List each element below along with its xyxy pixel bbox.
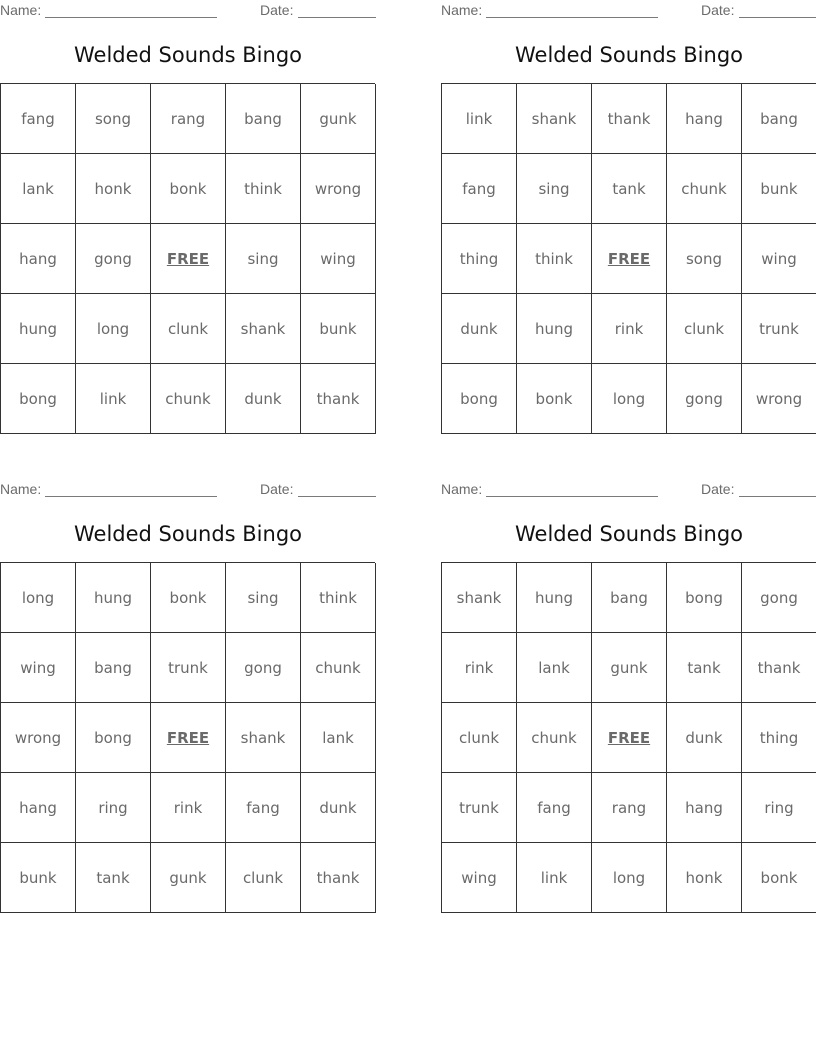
bingo-cell: gong: [667, 364, 742, 434]
free-space-cell: FREE: [151, 703, 226, 773]
card-header: [441, 2, 816, 20]
free-space-cell: FREE: [151, 224, 226, 294]
bingo-cell: trunk: [742, 294, 816, 364]
bingo-cell: bong: [1, 364, 76, 434]
bingo-cell: hang: [667, 773, 742, 843]
date-blank-line: [298, 496, 376, 497]
bingo-cell: clunk: [151, 294, 226, 364]
name-label: Name:: [0, 2, 42, 18]
bingo-cell: dunk: [442, 294, 517, 364]
card-title: Welded Sounds Bingo: [514, 522, 744, 546]
bingo-cell: fang: [442, 154, 517, 224]
bingo-cell: chunk: [517, 703, 592, 773]
bingo-cell: tank: [667, 633, 742, 703]
bingo-cell: chunk: [151, 364, 226, 434]
name-blank-line: [45, 496, 217, 497]
bingo-cell: bonk: [742, 843, 816, 913]
bingo-cell: long: [592, 843, 667, 913]
bingo-cell: long: [1, 563, 76, 633]
bingo-cell: wing: [301, 224, 376, 294]
bingo-cell: tank: [76, 843, 151, 913]
bingo-cell: wing: [742, 224, 816, 294]
card-header: [0, 481, 376, 499]
bingo-cell: link: [517, 843, 592, 913]
bingo-cell: ring: [742, 773, 816, 843]
bingo-cell: link: [76, 364, 151, 434]
bingo-cell: hang: [1, 773, 76, 843]
free-space-cell: FREE: [592, 224, 667, 294]
bingo-cell: clunk: [442, 703, 517, 773]
date-blank-line: [739, 17, 816, 18]
bingo-cell: bang: [742, 84, 816, 154]
bingo-cell: bunk: [742, 154, 816, 224]
bingo-cell: rang: [151, 84, 226, 154]
bingo-cell: clunk: [226, 843, 301, 913]
name-label: Name:: [441, 2, 483, 18]
bingo-cell: bunk: [301, 294, 376, 364]
bingo-cell: thing: [442, 224, 517, 294]
bingo-cell: gong: [742, 563, 816, 633]
bingo-grid: [441, 562, 816, 913]
bingo-cell: trunk: [442, 773, 517, 843]
bingo-cell: chunk: [301, 633, 376, 703]
bingo-cell: long: [592, 364, 667, 434]
bingo-cell: shank: [442, 563, 517, 633]
bingo-cell: song: [76, 84, 151, 154]
card-title: Welded Sounds Bingo: [73, 522, 303, 546]
bingo-grid: [0, 83, 375, 434]
date-blank-line: [298, 17, 376, 18]
name-blank-line: [486, 496, 658, 497]
free-space-cell: FREE: [592, 703, 667, 773]
bingo-cell: bonk: [151, 154, 226, 224]
bingo-cell: tank: [592, 154, 667, 224]
bingo-cell: gunk: [592, 633, 667, 703]
bingo-cell: bunk: [1, 843, 76, 913]
card-header: [441, 481, 816, 499]
bingo-cell: gong: [226, 633, 301, 703]
bingo-cell: trunk: [151, 633, 226, 703]
date-label: Date:: [260, 481, 294, 497]
bingo-cell: rink: [592, 294, 667, 364]
name-blank-line: [486, 17, 658, 18]
bingo-card: [0, 479, 376, 915]
bingo-cell: thank: [742, 633, 816, 703]
date-label: Date:: [260, 2, 294, 18]
bingo-cell: lank: [517, 633, 592, 703]
bingo-cell: thing: [742, 703, 816, 773]
bingo-card: [0, 0, 376, 436]
bingo-cell: song: [667, 224, 742, 294]
bingo-cell: lank: [1, 154, 76, 224]
bingo-cell: gunk: [151, 843, 226, 913]
bingo-cell: think: [517, 224, 592, 294]
bingo-cell: fang: [1, 84, 76, 154]
bingo-cell: hang: [667, 84, 742, 154]
bingo-cell: thank: [301, 364, 376, 434]
bingo-cell: rang: [592, 773, 667, 843]
bingo-cell: link: [442, 84, 517, 154]
bingo-cell: ring: [76, 773, 151, 843]
bingo-cell: wing: [442, 843, 517, 913]
bingo-card: [441, 0, 816, 436]
bingo-cell: hung: [517, 294, 592, 364]
bingo-cell: dunk: [667, 703, 742, 773]
bingo-grid: [441, 83, 816, 434]
bingo-cell: rink: [442, 633, 517, 703]
bingo-cell: wrong: [1, 703, 76, 773]
bingo-cell: gunk: [301, 84, 376, 154]
date-label: Date:: [701, 2, 735, 18]
bingo-cell: chunk: [667, 154, 742, 224]
bingo-cell: bong: [667, 563, 742, 633]
date-label: Date:: [701, 481, 735, 497]
bingo-cell: thank: [592, 84, 667, 154]
bingo-cell: fang: [517, 773, 592, 843]
bingo-cell: bonk: [517, 364, 592, 434]
bingo-cell: wing: [1, 633, 76, 703]
bingo-cell: dunk: [301, 773, 376, 843]
bingo-cell: shank: [226, 294, 301, 364]
bingo-cell: long: [76, 294, 151, 364]
card-header: [0, 2, 376, 20]
bingo-cell: fang: [226, 773, 301, 843]
bingo-cell: wrong: [301, 154, 376, 224]
bingo-cell: sing: [226, 224, 301, 294]
bingo-cell: hung: [1, 294, 76, 364]
date-blank-line: [739, 496, 816, 497]
bingo-cell: clunk: [667, 294, 742, 364]
bingo-cell: sing: [226, 563, 301, 633]
bingo-cell: rink: [151, 773, 226, 843]
bingo-grid: [0, 562, 375, 913]
bingo-cell: bang: [592, 563, 667, 633]
bingo-cell: wrong: [742, 364, 816, 434]
bingo-cell: lank: [301, 703, 376, 773]
bingo-cell: bang: [76, 633, 151, 703]
name-label: Name:: [0, 481, 42, 497]
bingo-cell: sing: [517, 154, 592, 224]
bingo-card: [441, 479, 816, 915]
card-title: Welded Sounds Bingo: [73, 43, 303, 67]
name-label: Name:: [441, 481, 483, 497]
bingo-cell: think: [226, 154, 301, 224]
bingo-cell: think: [301, 563, 376, 633]
name-blank-line: [45, 17, 217, 18]
bingo-cell: honk: [667, 843, 742, 913]
bingo-cell: hung: [517, 563, 592, 633]
bingo-cell: honk: [76, 154, 151, 224]
bingo-cell: thank: [301, 843, 376, 913]
bingo-cell: hang: [1, 224, 76, 294]
bingo-cell: gong: [76, 224, 151, 294]
bingo-cell: bonk: [151, 563, 226, 633]
bingo-cell: bang: [226, 84, 301, 154]
bingo-cell: shank: [226, 703, 301, 773]
bingo-cell: hung: [76, 563, 151, 633]
bingo-cell: bong: [442, 364, 517, 434]
bingo-cell: bong: [76, 703, 151, 773]
bingo-cell: dunk: [226, 364, 301, 434]
card-title: Welded Sounds Bingo: [514, 43, 744, 67]
bingo-cell: shank: [517, 84, 592, 154]
